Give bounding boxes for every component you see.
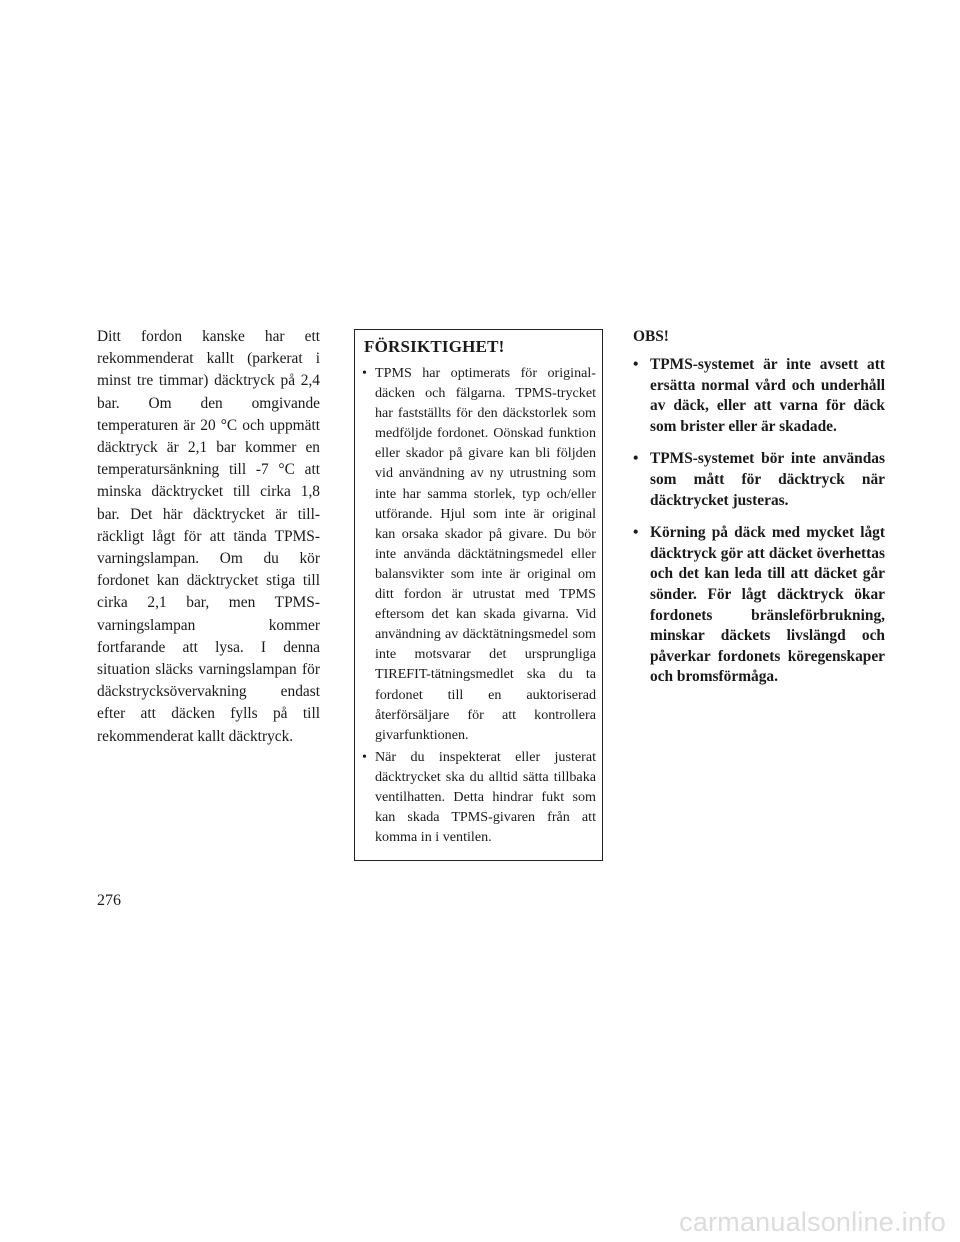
bullet-icon: •: [633, 450, 639, 468]
bullet-icon: •: [362, 365, 367, 381]
bullet-icon: •: [362, 748, 367, 765]
note-column: [633, 326, 885, 700]
note-item: [633, 523, 885, 688]
caution-item-text: När du inspekterat eller justerat däcktrycket ska du alltid sätta tillbaka ventilhatten. Detta hindrar fukt som kan skada TPMS-givaren från att komma in i ventilen.: [375, 748, 596, 846]
left-column: [97, 326, 320, 748]
note-item-text: Körning på däck med mycket lågt däcktryck gör att däcket överhettas och det kan leda till att däcket går sönder. För lågt däcktryck ökar fordonets bränsleförbrukning, minskar däckets livslängd och påverkar fordonets köregenskaper och bromsförmåga.: [650, 524, 885, 686]
page-number: 276: [97, 892, 121, 909]
note-title: OBS!: [633, 328, 669, 345]
note-item: [633, 449, 885, 511]
note-list: [633, 355, 885, 688]
body-paragraph: Ditt fordon kanske har ett rekommenderat kallt (parkerat i minst tre timmar) däcktryck på 2,4 bar. Om den omgivande temperaturen är 20 °C och uppmätt däcktryck är 2,1 bar kommer en temperatursänkning till -7 °C att minska däcktrycket till cirka 1,8 bar. Det här däcktrycket är tillräckligt lågt för att tända TPMS-varningslampan. Om du kör fordonet kan däcktrycket stiga till cirka 2,1 bar, men TPMS-varningslampan kommer fortfarande att lysa. I denna situation släcks varningslampan för däckstrycksövervakning endast efter att däcken fylls på till rekommenderat kallt däcktryck.: [97, 328, 320, 745]
bullet-icon: •: [633, 524, 639, 542]
caution-item-text: TPMS har optimerats för originaldäcken och fälgarna. TPMS-trycket har fastställts för den däckstorlek som medföljde fordonet. Oönskad funktion eller skador på givare kan bli följden vid användning av ny utrustning som inte har samma storlek, typ och/eller utförande. Hjul som inte är original kan orsaka skador på givare. Du bör inte använda däcktätningsmedel eller balansvikter som inte är original om ditt fordon är utrustat med TPMS eftersom det kan skada givarna. Vid användning av däcktätningsmedel som inte motsvarar det ursprungliga TIREFIT-tätningsmedlet ska du ta fordonet till en auktoriserad återförsäljare för att kontrollera givarfunktionen.: [375, 365, 596, 743]
note-item: [633, 355, 885, 437]
note-item-text: TPMS-systemet är inte avsett att ersätta normal vård och underhåll av däck, eller att varna för däck som brister eller är skadade.: [650, 356, 885, 435]
watermark[interactable]: carmanualsonline.info: [679, 1207, 946, 1237]
caution-item: [364, 363, 596, 745]
caution-item: [364, 747, 596, 847]
caution-box: [354, 329, 603, 861]
caution-list: [364, 363, 596, 847]
note-item-text: TPMS-systemet bör inte användas som mått för däcktryck när däcktrycket justeras.: [650, 450, 885, 509]
caution-title: FÖRSIKTIGHET!: [364, 337, 505, 356]
bullet-icon: •: [633, 356, 639, 373]
